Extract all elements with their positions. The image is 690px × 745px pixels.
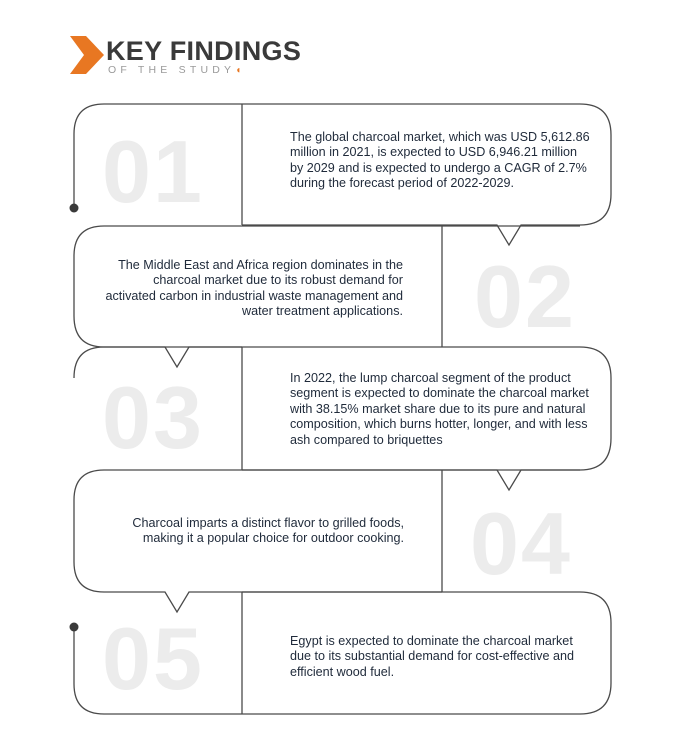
finding-text-2: The Middle East and Africa region dominates in the charcoal market due to its robust demand for activated carbon in industrial waste management and water treatment applications.	[105, 258, 403, 319]
crescent-icon: ◖	[235, 65, 242, 76]
finding-text-3: In 2022, the lump charcoal segment of the product segment is expected to dominate the charcoal market with 38.15% market share due to its pure and natural composition, which burns hotter, longer, and with less ash compared to briquettes	[290, 371, 589, 447]
finding-number-1: 01	[102, 122, 204, 221]
page-title: KEY FINDINGS	[106, 36, 302, 66]
finding-number-2: 02	[474, 247, 576, 346]
page-subtitle: OF THE STUDY◖	[108, 64, 242, 76]
finding-text-4: Charcoal imparts a distinct flavor to grilled foods, making it a popular choice for outdoor cooking.	[132, 516, 404, 546]
finding-number-3: 03	[102, 368, 204, 467]
finding-number-4: 04	[470, 494, 572, 593]
finding-text-1: The global charcoal market, which was USD 5,612.86 million in 2021, is expected to USD 6,946.21 million by 2029 and is expected to undergo a CAGR of 2.7% during the forecast period of 2022-2029.	[290, 130, 590, 191]
start-dot-1	[70, 204, 79, 213]
finding-text-5: Egypt is expected to dominate the charcoal market due to its substantial demand for cost-effective and efficient wood fuel.	[290, 634, 574, 679]
finding-number-5: 05	[102, 609, 204, 708]
start-dot-5	[70, 623, 79, 632]
